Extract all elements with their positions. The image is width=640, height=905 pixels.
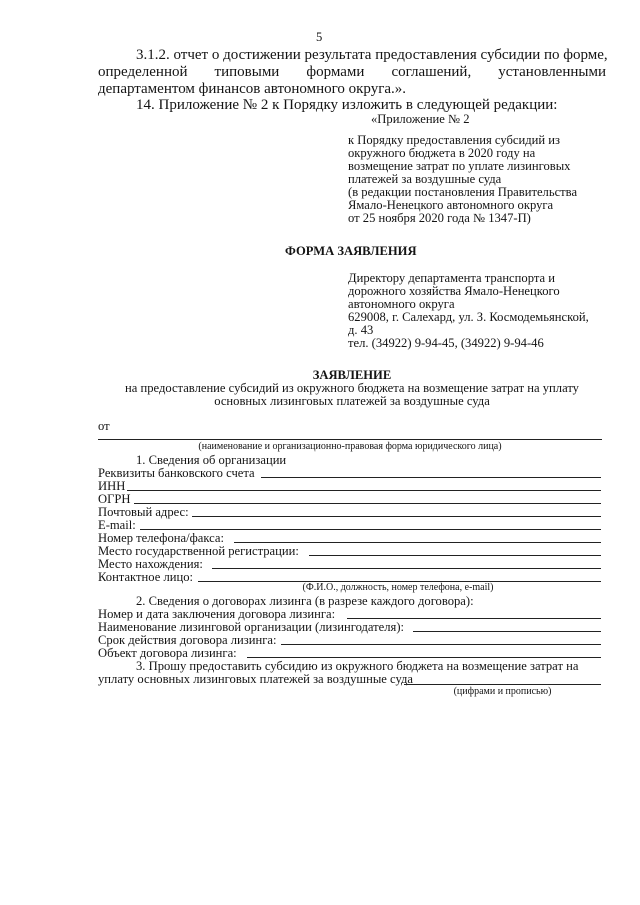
addressee-line: Директору департамента транспорта и (348, 271, 555, 285)
addressee-line: автономного округа (348, 297, 455, 311)
field-line-bank-account[interactable] (261, 477, 601, 478)
page-number: 5 (316, 30, 323, 44)
field-line-inn[interactable] (127, 490, 601, 491)
statement-subtitle-line-2: основных лизинговых платежей за воздушные суда (214, 394, 490, 408)
amount-hint: (цифрами и прописью) (453, 686, 552, 697)
form-title: ФОРМА ЗАЯВЛЕНИЯ (285, 244, 417, 258)
word: типовыми (214, 64, 280, 80)
word: формами (306, 64, 365, 80)
field-label-phone-fax: Номер телефона/факса: (98, 531, 224, 545)
field-label-lease-object: Объект договора лизинга: (98, 646, 237, 660)
field-line-lease-object[interactable] (247, 657, 601, 658)
field-line-lease-number-date[interactable] (347, 618, 601, 619)
field-line-location[interactable] (212, 568, 601, 569)
section-2-heading: 2. Сведения о договорах лизинга (в разрезе каждого договора): (136, 594, 474, 608)
field-label-lease-number-date: Номер и дата заключения договора лизинга: (98, 607, 336, 621)
field-line-subsidy-amount[interactable] (404, 684, 601, 685)
field-label-contact-person: Контактное лицо: (98, 570, 194, 584)
field-line-ogrn[interactable] (134, 503, 601, 504)
field-line-lessor-name[interactable] (413, 631, 601, 632)
word: соглашений, (391, 64, 472, 80)
statement-title: ЗАЯВЛЕНИЕ (312, 368, 392, 382)
appendix-line: (в редакции постановления Правительства (348, 185, 578, 199)
field-label-lease-term: Срок действия договора лизинга: (98, 633, 277, 647)
from-label: от (98, 419, 110, 433)
word: определенной (98, 64, 188, 80)
field-label-ogrn: ОГРН (98, 492, 131, 506)
field-line-email[interactable] (140, 529, 601, 530)
field-line-phone-fax[interactable] (234, 542, 601, 543)
field-label-postal-address: Почтовый адрес: (98, 505, 189, 519)
section-1-heading: 1. Сведения об организации (136, 453, 287, 467)
statement-subtitle-line-1: на предоставление субсидий из окружного бюджета на возмещение затрат на уплату (125, 381, 579, 395)
contact-hint: (Ф.И.О., должность, номер телефона, e-mail) (302, 582, 494, 593)
section-3-line-2: уплату основных лизинговых платежей за воздушные суда (98, 672, 413, 686)
org-name-line[interactable] (98, 439, 602, 440)
field-label-lessor-name: Наименование лизинговой организации (лизингодателя): (98, 620, 405, 634)
field-label-location: Место нахождения: (98, 557, 203, 571)
org-name-hint: (наименование и организационно-правовая форма юридического лица) (198, 441, 502, 452)
section-3-line-1: 3. Прошу предоставить субсидию из окружного бюджета на возмещение затрат на (136, 659, 579, 673)
intro-paragraph-line-3: департаментом финансов автономного округа.». (98, 81, 407, 97)
field-label-email: E-mail: (98, 518, 136, 532)
intro-paragraph-line-1: 3.1.2. отчет о достижении результата предоставления субсидии по форме, (136, 47, 608, 63)
appendix-line: Ямало-Ненецкого автономного округа (348, 198, 554, 212)
appendix-title: «Приложение № 2 (371, 112, 470, 126)
field-line-postal-address[interactable] (192, 516, 601, 517)
appendix-line: к Порядку предоставления субсидий из (348, 133, 560, 147)
appendix-line: платежей за воздушные суда (348, 172, 502, 186)
addressee-line: тел. (34922) 9-94-45, (34922) 9-94-46 (348, 336, 544, 350)
appendix-line: возмещение затрат по уплате лизинговых (348, 159, 571, 173)
addressee-line: 629008, г. Салехард, ул. З. Космодемьянской, (348, 310, 589, 324)
field-label-registration-place: Место государственной регистрации: (98, 544, 299, 558)
intro-paragraph-line-2 (98, 64, 606, 81)
word: установленными (498, 64, 606, 80)
appendix-line: от 25 ноября 2020 года № 1347-П) (348, 211, 531, 225)
field-label-bank-account: Реквизиты банковского счета (98, 466, 255, 480)
appendix-line: окружного бюджета в 2020 году на (348, 146, 536, 160)
field-label-inn: ИНН (98, 479, 126, 493)
field-line-lease-term[interactable] (281, 644, 601, 645)
addressee-line: дорожного хозяйства Ямало-Ненецкого (348, 284, 560, 298)
paragraph-14: 14. Приложение № 2 к Порядку изложить в следующей редакции: (136, 97, 558, 113)
addressee-line: д. 43 (348, 323, 374, 337)
field-line-registration-place[interactable] (309, 555, 601, 556)
